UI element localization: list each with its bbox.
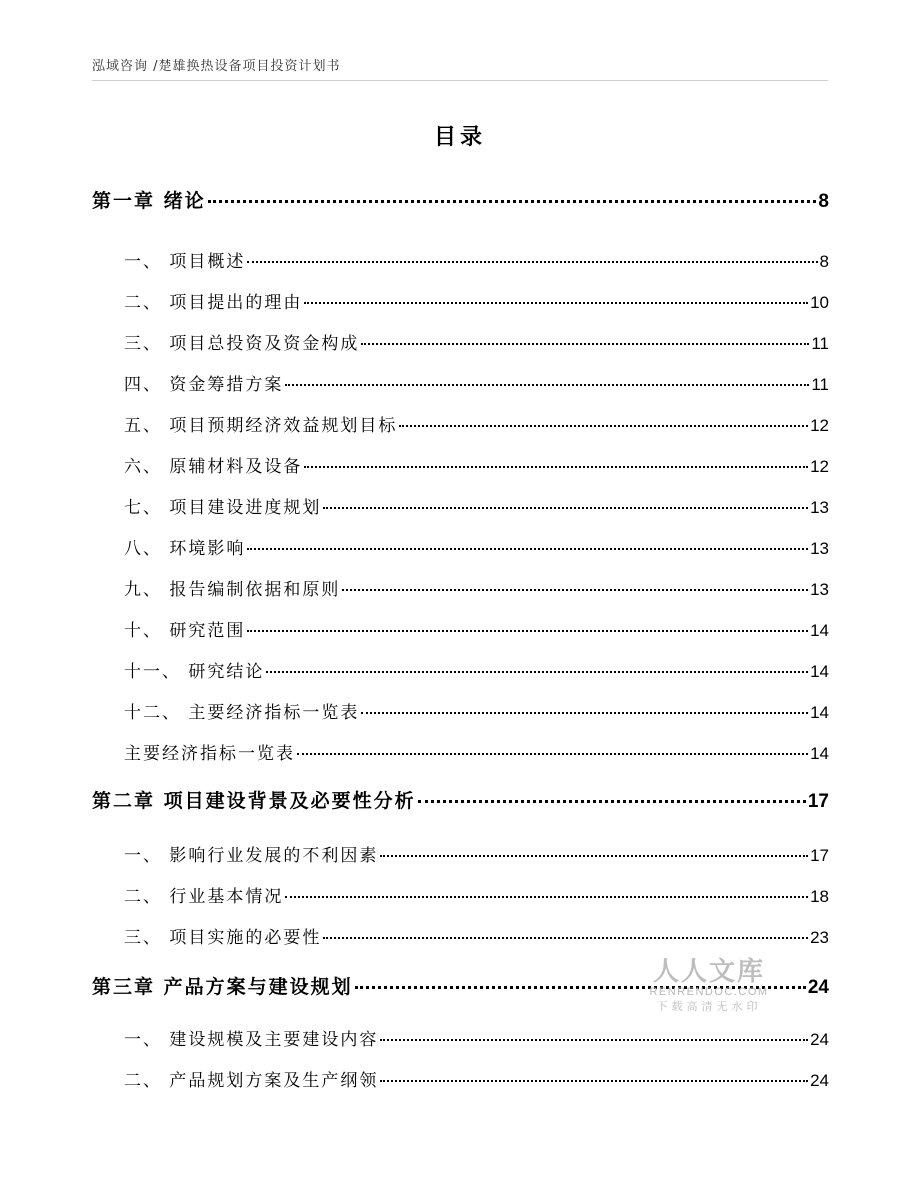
toc-entry-section[interactable] <box>124 657 829 682</box>
toc-dot-leader <box>323 937 808 939</box>
toc-dot-leader <box>247 261 817 263</box>
toc-entry-label: 三、 项目实施的必要性 <box>124 928 322 948</box>
toc-dot-leader <box>380 1080 808 1082</box>
toc-page-number: 12 <box>810 416 829 435</box>
toc-entry-section[interactable] <box>124 370 829 395</box>
toc-dot-leader <box>361 343 809 345</box>
toc-entry-label: 一、 建设规模及主要建设内容 <box>124 1030 379 1050</box>
toc-page-number: 13 <box>810 539 829 558</box>
toc-dot-leader <box>355 986 806 989</box>
toc-entry-section[interactable] <box>124 923 829 948</box>
watermark-url: RENRENDOC.COM <box>649 986 769 998</box>
toc-dot-leader <box>380 1039 808 1041</box>
toc-dot-leader <box>361 712 808 714</box>
toc-entry-section[interactable] <box>124 1066 829 1091</box>
toc-page-number: 14 <box>810 744 829 763</box>
toc-dot-leader <box>304 466 808 468</box>
toc-entry-section[interactable] <box>124 493 829 518</box>
toc-entry-label: 八、 环境影响 <box>124 539 246 559</box>
toc-dot-leader <box>208 200 817 203</box>
toc-page-number: 23 <box>810 928 829 947</box>
toc-entry-label: 三、 项目总投资及资金构成 <box>124 334 360 354</box>
toc-dot-leader <box>297 753 808 755</box>
toc-entry-section[interactable] <box>124 288 829 313</box>
toc-entry-section[interactable] <box>124 411 829 436</box>
toc-entry-section[interactable] <box>124 329 829 354</box>
toc-page-number: 14 <box>810 662 829 681</box>
toc-page-number: 24 <box>810 1030 829 1049</box>
toc-entry-label: 主要经济指标一览表 <box>124 744 295 764</box>
toc-entry-chapter-2[interactable] <box>92 786 829 813</box>
toc-entry-section[interactable] <box>124 841 829 866</box>
toc-page-number: 24 <box>810 1071 829 1090</box>
watermark-name: 人人文库 <box>652 957 765 987</box>
toc-dot-leader <box>399 425 808 427</box>
toc-entry-section[interactable] <box>124 575 829 600</box>
toc-page-number: 17 <box>807 791 829 812</box>
toc-entry-label: 二、 项目提出的理由 <box>124 293 303 313</box>
toc-dot-leader <box>342 589 808 591</box>
toc-page-number: 14 <box>810 621 829 640</box>
toc-dot-leader <box>285 896 808 898</box>
toc-dot-leader <box>247 548 808 550</box>
toc-page-number: 11 <box>811 334 829 353</box>
toc-entry-section[interactable] <box>124 534 829 559</box>
toc-entry-label: 十二、 主要经济指标一览表 <box>124 703 360 723</box>
toc-dot-leader <box>380 855 808 857</box>
toc-page-number: 13 <box>810 580 829 599</box>
toc-entry-label: 四、 资金筹措方案 <box>124 375 284 395</box>
toc-entry-label: 七、 项目建设进度规划 <box>124 498 322 518</box>
toc-entry-section[interactable] <box>124 247 829 272</box>
toc-entry-section[interactable] <box>124 452 829 477</box>
toc-page-number: 24 <box>807 977 829 998</box>
toc-dot-leader <box>266 671 808 673</box>
toc-dot-leader <box>285 384 809 386</box>
toc-page-number: 10 <box>810 293 829 312</box>
toc-entry-label: 第一章 绪论 <box>92 190 206 212</box>
toc-entry-label: 二、 产品规划方案及生产纲领 <box>124 1071 379 1091</box>
toc-entry-label: 第二章 项目建设背景及必要性分析 <box>92 790 416 812</box>
page-title: 目录 <box>433 125 486 150</box>
toc-page-number: 17 <box>810 846 829 865</box>
toc-dot-leader <box>247 630 808 632</box>
toc-dot-leader <box>304 302 808 304</box>
toc-entry-subsection[interactable] <box>124 739 829 764</box>
toc-entry-label: 十、 研究范围 <box>124 621 246 641</box>
toc-entry-label: 一、 影响行业发展的不利因素 <box>124 846 379 866</box>
toc-page-number: 13 <box>810 498 829 517</box>
toc-entry-label: 九、 报告编制依据和原则 <box>124 580 341 600</box>
watermark-tagline: 下载高清无水印 <box>656 1000 762 1013</box>
toc-entry-section[interactable] <box>124 882 829 907</box>
toc-entry-chapter-1[interactable] <box>92 186 829 213</box>
toc-page-number: 14 <box>810 703 829 722</box>
toc-page-number: 8 <box>818 191 829 212</box>
toc-entry-label: 第三章 产品方案与建设规划 <box>92 976 353 998</box>
toc-entry-label: 二、 行业基本情况 <box>124 887 284 907</box>
toc-page-number: 8 <box>819 252 829 271</box>
toc-page-number: 12 <box>810 457 829 476</box>
toc-entry-label: 一、 项目概述 <box>124 252 246 272</box>
toc-entry-section[interactable] <box>124 1025 829 1050</box>
toc-entry-section[interactable] <box>124 698 829 723</box>
toc-dot-leader <box>323 507 808 509</box>
toc-entry-label: 十一、 研究结论 <box>124 662 265 682</box>
toc-entry-chapter-3[interactable] <box>92 972 829 999</box>
header-divider <box>92 80 828 81</box>
toc-entry-label: 六、 原辅材料及设备 <box>124 457 303 477</box>
toc-entry-label: 五、 项目预期经济效益规划目标 <box>124 416 398 436</box>
toc-dot-leader <box>418 800 806 803</box>
toc-page-number: 11 <box>811 375 829 394</box>
page-header: 泓域咨询 /楚雄换热设备项目投资计划书 <box>92 59 341 74</box>
toc-page-number: 18 <box>810 887 829 906</box>
toc-entry-section[interactable] <box>124 616 829 641</box>
